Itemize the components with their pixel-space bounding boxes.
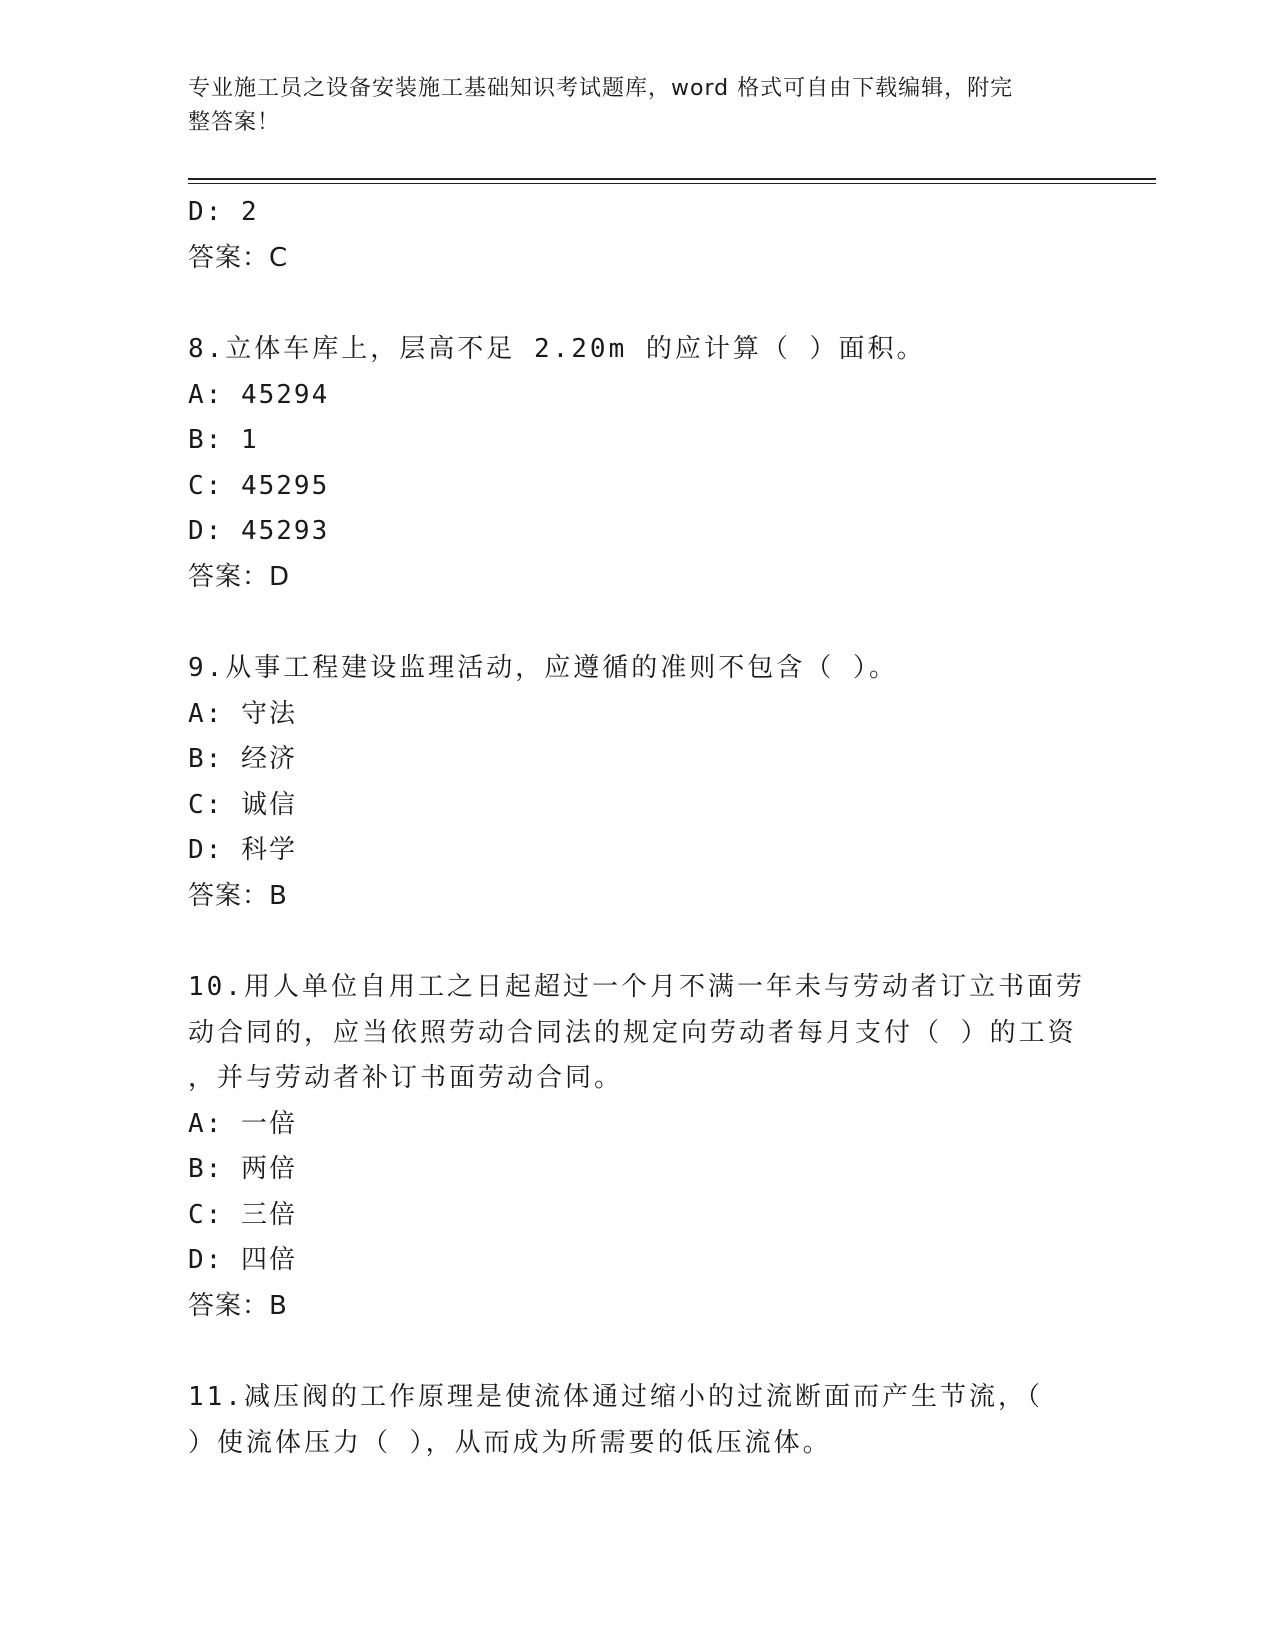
question-11 <box>188 1375 1088 1466</box>
header-rule-thick <box>188 178 1156 180</box>
question-stem-line-2: ）使流体压力（ ），从而成为所需要的低压流体。 <box>188 1427 832 1458</box>
answer-line: 答案：C <box>188 242 289 273</box>
answer-line: 答案：B <box>188 880 288 911</box>
option-b: B: 经济 <box>188 744 297 774</box>
question-9 <box>188 646 1088 919</box>
header-rule-thin <box>188 183 1156 184</box>
question-stem-line-1: 11.减压阀的工作原理是使流体通过缩小的过流断面而产生节流，（ <box>188 1382 1043 1412</box>
option-d: D: 2 <box>188 197 259 227</box>
option-b: B: 1 <box>188 425 259 455</box>
question-8 <box>188 327 1088 600</box>
option-c: C: 45295 <box>188 470 330 501</box>
question-stem-line-1: 10.用人单位自用工之日起超过一个月不满一年未与劳动者订立书面劳 <box>188 972 1085 1002</box>
spacer <box>188 1329 1088 1375</box>
option-d: D: 45293 <box>188 516 330 546</box>
option-a: A: 守法 <box>188 698 297 729</box>
spacer <box>188 281 1088 327</box>
question-10 <box>188 965 1088 1329</box>
answer-line: 答案：D <box>188 561 291 592</box>
option-b: B: 两倍 <box>188 1154 297 1184</box>
spacer <box>188 919 1088 965</box>
option-c: C: 诚信 <box>188 789 297 820</box>
question-stem: 8.立体车库上，层高不足 2.20m 的应计算（ ）面积。 <box>188 334 926 364</box>
option-d: D: 科学 <box>188 835 297 865</box>
question-stem: 9.从事工程建设监理活动，应遵循的准则不包含（ ）。 <box>188 653 898 683</box>
header-line-1: 专业施工员之设备安装施工基础知识考试题库，word 格式可自由下载编辑，附完 <box>188 76 1014 101</box>
option-a: A: 45294 <box>188 379 330 410</box>
spacer <box>188 600 1088 646</box>
option-c: C: 三倍 <box>188 1199 297 1230</box>
option-a: A: 一倍 <box>188 1108 297 1139</box>
option-d: D: 四倍 <box>188 1245 297 1275</box>
answer-line: 答案：B <box>188 1290 288 1321</box>
header-line-2: 整答案！ <box>188 110 281 135</box>
question-list <box>188 190 1088 1466</box>
question-stem-line-3: ，并与劳动者补订书面劳动合同。 <box>188 1063 624 1093</box>
question-stem-line-2: 动合同的，应当依照劳动合同法的规定向劳动者每月支付（ ）的工资 <box>188 1017 1077 1048</box>
document-header <box>188 72 1088 140</box>
